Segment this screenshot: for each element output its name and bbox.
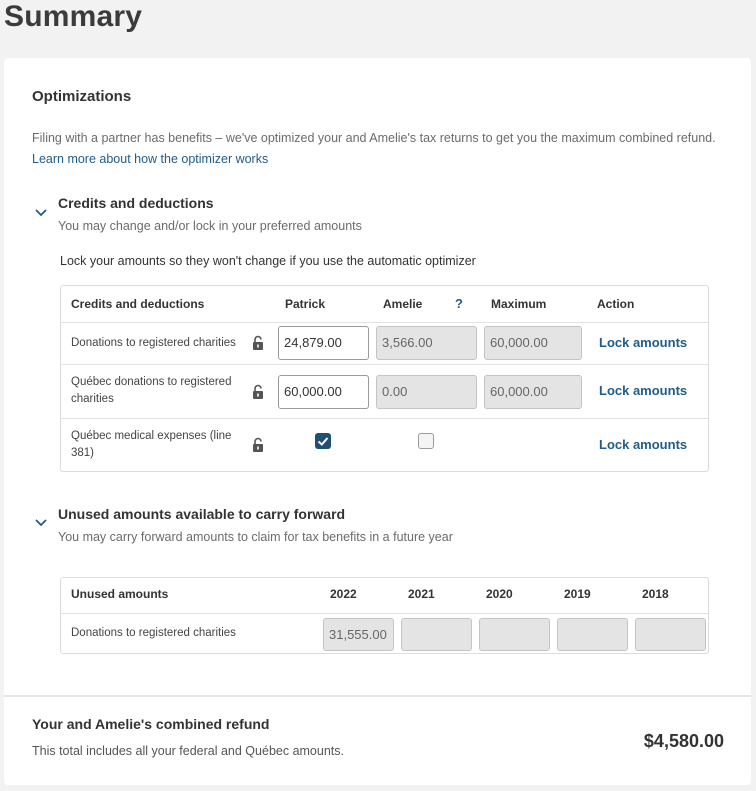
col-header-2018: 2018 [642, 587, 669, 601]
divider [61, 418, 708, 419]
amelie-amount-input: 0.00 [376, 375, 477, 409]
col-header-maximum: Maximum [491, 297, 547, 311]
unlock-icon[interactable] [251, 437, 265, 453]
col-header-amelie: Amelie [383, 297, 423, 311]
credit-row-label: Québec donations to registered charities [71, 376, 232, 405]
refund-title: Your and Amelie's combined refund [32, 716, 270, 732]
credits-table [60, 285, 709, 472]
col-header-credits: Credits and deductions [71, 297, 205, 311]
unused-desc: You may carry forward amounts to claim for tax benefits in a future year [58, 530, 453, 544]
lock-amounts-button[interactable]: Lock amounts [599, 383, 688, 398]
page-title: Summary [4, 0, 143, 33]
footer-divider [4, 695, 751, 697]
optimizations-title: Optimizations [32, 88, 132, 105]
patrick-amount-input[interactable]: 24,879.00 [278, 326, 369, 360]
unused-title: Unused amounts available to carry forward [58, 506, 346, 522]
col-header-2021: 2021 [408, 587, 435, 601]
refund-desc: This total includes all your federal and Québec amounts. [32, 744, 344, 758]
unused-2020-input [479, 618, 550, 651]
lock-amounts-button[interactable]: Lock amounts [599, 437, 688, 452]
credits-desc: You may change and/or lock in your preferred amounts [58, 219, 362, 233]
divider [61, 364, 708, 365]
chevron-down-icon[interactable] [34, 206, 48, 220]
unused-2018-input [635, 618, 706, 651]
chevron-down-icon[interactable] [34, 516, 48, 530]
col-header-2020: 2020 [486, 587, 513, 601]
patrick-amount-input[interactable]: 60,000.00 [278, 375, 369, 409]
credit-row-label: Québec medical expenses (line 381) [71, 430, 232, 459]
optimizations-intro [32, 128, 732, 170]
summary-card [4, 58, 751, 785]
col-header-2019: 2019 [564, 587, 591, 601]
patrick-medical-checkbox[interactable] [315, 433, 331, 449]
unused-2019-input [557, 618, 628, 651]
learn-more-link[interactable]: Learn more about how the optimizer works [32, 152, 269, 166]
credits-title: Credits and deductions [58, 195, 214, 211]
credit-row-label: Donations to registered charities [71, 337, 236, 349]
maximum-amount-input: 60,000.00 [484, 326, 582, 360]
maximum-amount-input: 60,000.00 [484, 375, 582, 409]
unlock-icon[interactable] [251, 335, 265, 351]
amelie-amount-input: 3,566.00 [376, 326, 477, 360]
unused-2021-input [401, 618, 472, 651]
intro-text: Filing with a partner has benefits – we've optimized your and Amelie's tax returns to get you the maximum combined refund. [32, 131, 716, 145]
lock-amounts-button[interactable]: Lock amounts [599, 335, 688, 350]
unused-table [60, 577, 709, 654]
col-header-unused: Unused amounts [71, 587, 169, 601]
checkmark-icon [315, 433, 331, 449]
divider [61, 613, 708, 614]
col-header-patrick: Patrick [285, 297, 326, 311]
unused-row-label: Donations to registered charities [71, 627, 236, 639]
refund-amount: $4,580.00 [643, 731, 724, 751]
unlock-icon[interactable] [251, 384, 265, 400]
unused-2022-input: 31,555.00 [323, 618, 394, 651]
col-header-2022: 2022 [330, 587, 357, 601]
divider [61, 322, 708, 323]
lock-note: Lock your amounts so they won't change if you use the automatic optimizer [60, 254, 476, 268]
help-icon[interactable]: ? [455, 296, 463, 311]
amelie-medical-checkbox[interactable] [418, 433, 434, 449]
col-header-action: Action [597, 297, 635, 311]
